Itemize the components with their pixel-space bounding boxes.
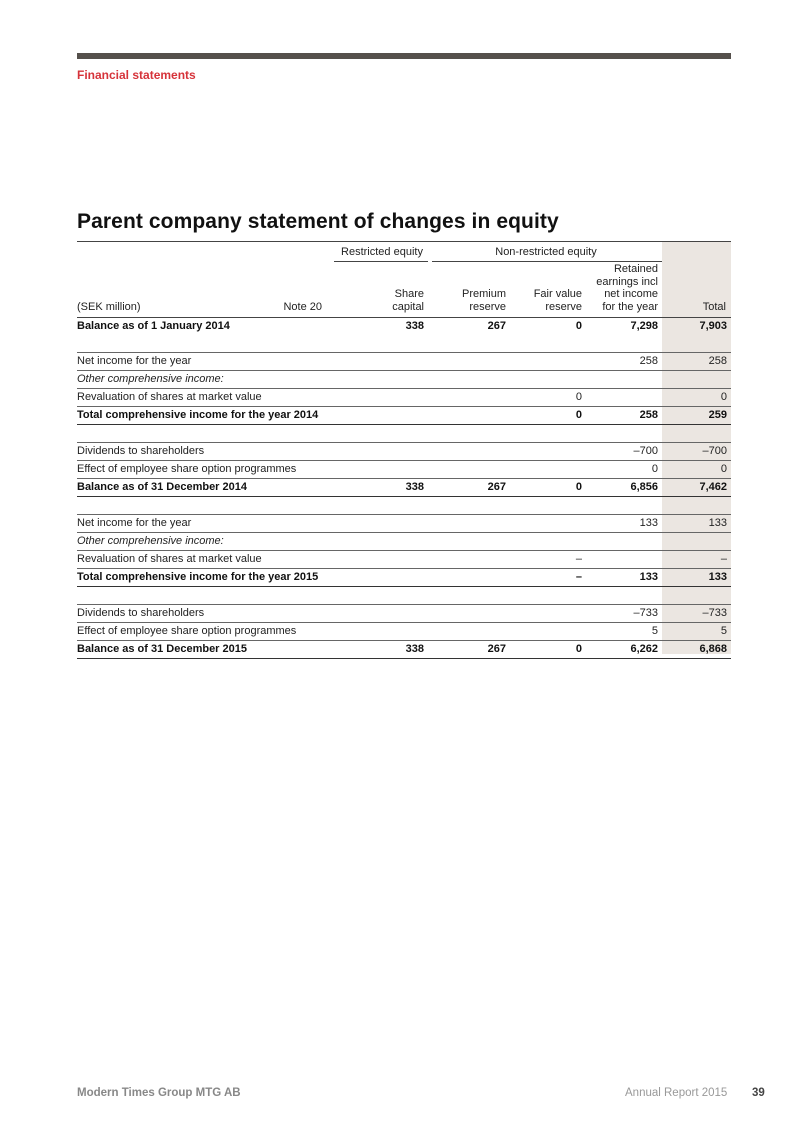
cell-total: 258	[708, 355, 727, 367]
cell-fair-value-reserve: –	[575, 553, 582, 565]
row-label: Net income for the year	[77, 517, 192, 529]
row-label: Total comprehensive income for the year 2014	[77, 409, 319, 421]
table-row	[77, 318, 731, 335]
table-spacer-row	[77, 335, 731, 353]
table-row	[77, 479, 731, 497]
row-label: Dividends to shareholders	[77, 607, 205, 619]
column-header-fair-value-reserve	[506, 264, 582, 313]
table-row	[77, 569, 731, 587]
cell-retained-earnings: 6,262	[630, 643, 658, 655]
cell-retained-earnings: 0	[651, 463, 658, 475]
header-rule	[77, 53, 731, 59]
cell-total: 6,868	[699, 643, 727, 655]
cell-total: 0	[720, 391, 727, 403]
cell-total: 0	[720, 463, 727, 475]
column-header-premium-reserve	[430, 264, 506, 313]
group-header-restricted: Restricted equity	[341, 246, 423, 258]
table-row	[77, 515, 731, 533]
row-label: Revaluation of shares at market value	[77, 391, 262, 403]
cell-total: 5	[720, 625, 727, 637]
table-spacer-row	[77, 497, 731, 515]
cell-total: 7,903	[699, 320, 727, 332]
group-header-non-restricted: Non-restricted equity	[495, 246, 597, 258]
cell-retained-earnings: 258	[639, 355, 658, 367]
table-row	[77, 641, 731, 659]
section-label: Financial statements	[77, 68, 196, 82]
row-label: Revaluation of shares at market value	[77, 553, 262, 565]
row-label: Effect of employee share option programmes	[77, 625, 297, 637]
column-header-share-capital-text: Share capital	[392, 288, 424, 313]
table-row	[77, 551, 731, 569]
column-header-retained-earnings	[582, 264, 658, 313]
cell-premium-reserve: 267	[487, 481, 506, 493]
table-spacer-row	[77, 587, 731, 605]
table-row	[77, 389, 731, 407]
cell-total: –733	[702, 607, 727, 619]
footer-page-number: 39	[752, 1087, 765, 1099]
column-header-retained-earnings-text: Retained earnings incl net income for the year	[596, 263, 658, 313]
group-rule-non-restricted	[432, 261, 662, 262]
column-header-premium-reserve-text: Premium reserve	[461, 288, 506, 313]
row-label: Other comprehensive income:	[77, 373, 224, 385]
cell-fair-value-reserve: 0	[575, 643, 582, 655]
cell-retained-earnings: –700	[633, 445, 658, 457]
table-row	[77, 623, 731, 641]
table-row	[77, 353, 731, 371]
cell-retained-earnings: 6,856	[630, 481, 658, 493]
column-header-label	[77, 264, 141, 313]
cell-retained-earnings: –733	[633, 607, 658, 619]
row-label: Dividends to shareholders	[77, 445, 205, 457]
row-label: Effect of employee share option programmes	[77, 463, 297, 475]
row-label: Balance as of 1 January 2014	[77, 320, 230, 332]
footer-company: Modern Times Group MTG AB	[77, 1087, 241, 1099]
row-label: Other comprehensive income:	[77, 535, 224, 547]
cell-fair-value-reserve: 0	[575, 409, 582, 421]
column-header-total-text: Total	[702, 300, 726, 313]
table-row	[77, 371, 731, 389]
cell-fair-value-reserve: 0	[575, 391, 582, 403]
column-header-fair-value-reserve-text: Fair value reserve	[533, 288, 582, 313]
cell-retained-earnings: 133	[639, 571, 658, 583]
page-title: Parent company statement of changes in equity	[77, 210, 559, 233]
cell-retained-earnings: 7,298	[630, 320, 658, 332]
table-row	[77, 407, 731, 425]
row-label: Balance as of 31 December 2014	[77, 481, 247, 493]
cell-retained-earnings: 258	[639, 409, 658, 421]
table-spacer-row	[77, 425, 731, 443]
cell-share-capital: 338	[405, 643, 424, 655]
cell-fair-value-reserve: 0	[575, 481, 582, 493]
column-header-note	[262, 264, 322, 313]
cell-fair-value-reserve: 0	[575, 320, 582, 332]
footer-report-title: Annual Report 2015	[625, 1087, 728, 1099]
column-header-share-capital	[334, 264, 424, 313]
table-top-rule	[77, 241, 731, 242]
table-row	[77, 443, 731, 461]
row-label: Net income for the year	[77, 355, 192, 367]
row-label: Total comprehensive income for the year 2015	[77, 571, 319, 583]
cell-retained-earnings: 5	[651, 625, 658, 637]
table-row	[77, 461, 731, 479]
cell-premium-reserve: 267	[487, 320, 506, 332]
table-row	[77, 533, 731, 551]
table-row	[77, 605, 731, 623]
cell-retained-earnings: 133	[639, 517, 658, 529]
group-rule-restricted	[334, 261, 428, 262]
column-header-note-text: Note 20	[283, 300, 322, 313]
cell-total: 133	[708, 571, 727, 583]
cell-total: 7,462	[699, 481, 727, 493]
cell-share-capital: 338	[405, 481, 424, 493]
cell-fair-value-reserve: –	[575, 571, 582, 583]
cell-premium-reserve: 267	[487, 643, 506, 655]
cell-total: 133	[708, 517, 727, 529]
column-header-label-text: (SEK million)	[77, 300, 141, 313]
cell-share-capital: 338	[405, 320, 424, 332]
cell-total: 259	[708, 409, 727, 421]
row-label: Balance as of 31 December 2015	[77, 643, 247, 655]
column-header-total	[662, 264, 726, 313]
cell-total: –	[720, 553, 727, 565]
cell-total: –700	[702, 445, 727, 457]
